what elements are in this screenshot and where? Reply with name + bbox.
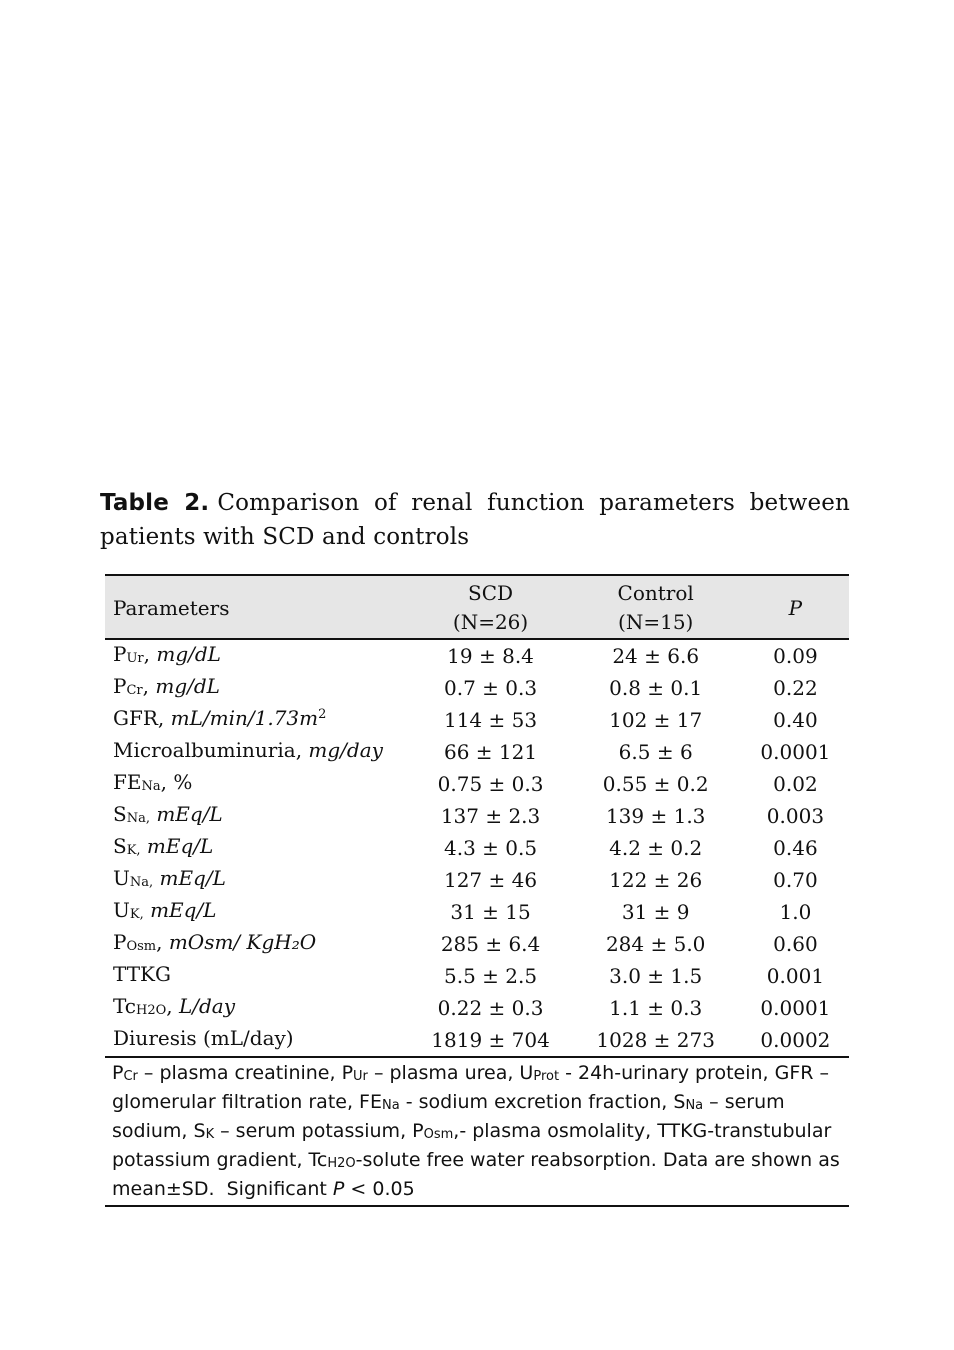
param-subscript: Na, [126,811,150,826]
param-subscript: Osm [126,939,157,954]
param-separator: , [166,994,179,1018]
param-separator: , [142,674,156,698]
p-value-cell: 0.40 [773,707,818,732]
results-table [105,574,849,1058]
scd-value-cell: 114 ± 53 [443,707,538,732]
control-value-cell: 24 ± 6.6 [612,643,700,668]
param-unit: mg/dL [156,642,221,666]
param-unit: mEq/L [156,802,223,826]
param-name: S [113,802,127,826]
footnote-segment: – serum sodium, S [112,1091,791,1142]
p-value-cell: 0.02 [773,771,818,796]
param-subscript: Cr [126,683,143,698]
param-name: FE [113,770,142,794]
param-name: GFR [113,706,158,730]
p-value-cell: 0.22 [773,675,818,700]
param-subscript: K, [126,843,141,858]
control-value-cell: 4.2 ± 0.2 [609,835,703,860]
header-scd-label: SCD [468,581,514,605]
scd-value-cell: 66 ± 121 [443,739,538,764]
table-title: Comparison of renal function parameters between patients with SCD and controls [100,490,850,550]
footnote-segment: Osm [423,1127,454,1142]
param-name: Diuresis (mL/day) [113,1026,294,1050]
param-cell [105,639,412,672]
scd-value-cell: 19 ± 8.4 [447,643,534,668]
param-name: TTKG [113,962,171,986]
param-cell [105,832,412,864]
scd-value-cell: 0.22 ± 0.3 [437,995,544,1020]
p-value-cell: 0.60 [773,931,818,956]
param-name: S [113,834,127,858]
table-body [105,639,849,1057]
param-separator: , % [160,770,193,794]
param-cell [105,768,412,800]
param-cell [105,1024,412,1057]
param-unit: mL/min/1.73m [170,706,319,730]
footnote-segment: Na [381,1098,400,1113]
footnote-segment: - sodium excretion fraction, S [399,1091,686,1113]
footnote-segment: - 24h-urinary protein, GFR – glomerular filtration rate, FE [112,1062,836,1113]
table-row [105,672,849,704]
param-name: P [113,674,127,698]
p-value-cell: 0.0001 [760,995,831,1020]
table-footnote [105,1058,849,1207]
table-row [105,704,849,736]
header-control-label: Control [617,581,694,605]
param-subscript: Na [141,779,161,794]
param-subscript: H2O [136,1003,167,1018]
scd-value-cell: 285 ± 6.4 [440,931,541,956]
param-name: U [113,898,130,922]
header-scd-n: (N=26) [452,610,529,634]
footnote-segment: – serum potassium, P [214,1120,424,1142]
param-separator: , [295,738,309,762]
param-name: P [113,642,127,666]
table-row [105,1024,849,1057]
param-subscript: K, [129,907,144,922]
p-value-cell: 0.0001 [760,739,831,764]
param-cell [105,896,412,928]
scd-value-cell: 1819 ± 704 [412,1024,570,1057]
footnote-segment: < 0.05 [344,1178,415,1200]
control-value-cell: 6.5 ± 6 [618,739,693,764]
p-value-cell: 0.09 [773,643,818,668]
table-row [105,960,849,992]
param-separator: , [143,642,157,666]
control-value-cell: 122 ± 26 [609,867,703,892]
header-control [570,575,742,639]
table-row [105,736,849,768]
footnote-segment: -solute free water reabsorption. Data are shown as mean±SD. Significant [112,1149,846,1200]
footnote-segment: Ur [353,1069,368,1084]
param-cell [105,992,412,1024]
header-control-n: (N=15) [618,610,694,634]
scd-value-cell: 137 ± 2.3 [440,803,541,828]
scd-value-cell: 5.5 ± 2.5 [444,963,538,988]
control-value-cell: 0.55 ± 0.2 [602,771,709,796]
table-row [105,832,849,864]
param-cell [105,672,412,704]
param-unit: mOsm/ KgH₂O [168,930,317,954]
footnote-segment: ,- plasma osmolality, TTKG-transtubular potassium gradient, Tc [112,1120,838,1171]
table-row [105,800,849,832]
param-name: U [113,866,130,890]
control-value-cell: 1028 ± 273 [570,1024,742,1057]
param-cell [105,800,412,832]
control-value-cell: 1.1 ± 0.3 [609,995,703,1020]
footnote-segment: K [205,1127,215,1142]
control-value-cell: 0.8 ± 0.1 [609,675,703,700]
param-cell [105,928,412,960]
param-separator: , [157,706,171,730]
param-name: P [113,930,127,954]
header-scd [412,575,570,639]
param-name: Tc [113,994,136,1018]
p-value-cell: 1.0 [779,899,812,924]
footnote-segment: Na [685,1098,704,1113]
footnote-segment: Cr [123,1069,138,1084]
p-value-cell: 0.003 [766,803,825,828]
param-cell [105,960,412,992]
table-row [105,864,849,896]
table-row [105,639,849,672]
param-subscript: Ur [126,651,144,666]
control-value-cell: 3.0 ± 1.5 [609,963,703,988]
header-row [105,575,849,639]
table-row [105,992,849,1024]
p-value-cell: 0.0002 [742,1024,849,1057]
header-parameters: Parameters [105,575,412,639]
footnote-segment: P [332,1178,345,1200]
control-value-cell: 139 ± 1.3 [605,803,706,828]
control-value-cell: 31 ± 9 [621,899,690,924]
param-unit: mEq/L [159,866,226,890]
param-cell [105,704,412,736]
footnote-segment: – plasma urea, U [367,1062,534,1084]
p-value-cell: 0.70 [773,867,818,892]
param-cell [105,736,412,768]
footnote-segment: P [112,1062,124,1084]
param-unit: mEq/L [150,898,217,922]
header-p: P [742,575,849,639]
p-value-cell: 0.46 [773,835,818,860]
scd-value-cell: 0.7 ± 0.3 [444,675,538,700]
param-unit: mEq/L [146,834,214,858]
param-superscript: 2 [318,707,327,722]
table-row [105,896,849,928]
footnote-segment: H2O [327,1156,356,1171]
param-unit: mg/dL [155,674,220,698]
param-unit: L/day [178,994,236,1018]
param-name: Microalbuminuria [113,738,296,762]
param-unit: mg/day [308,738,383,762]
table-row [105,928,849,960]
table-caption [100,486,850,554]
control-value-cell: 102 ± 17 [609,707,703,732]
scd-value-cell: 4.3 ± 0.5 [444,835,538,860]
footnote-segment: Prot [533,1069,560,1084]
results-table-container [105,574,849,1207]
scd-value-cell: 0.75 ± 0.3 [437,771,544,796]
scd-value-cell: 127 ± 46 [443,867,538,892]
param-separator: , [156,930,169,954]
footnote-segment: – plasma creatinine, P [137,1062,354,1084]
table-row [105,768,849,800]
table-label: Table 2. [100,490,210,516]
scd-value-cell: 31 ± 15 [450,899,531,924]
p-value-cell: 0.001 [766,963,825,988]
param-subscript: Na, [129,875,154,890]
control-value-cell: 284 ± 5.0 [605,931,706,956]
param-cell [105,864,412,896]
